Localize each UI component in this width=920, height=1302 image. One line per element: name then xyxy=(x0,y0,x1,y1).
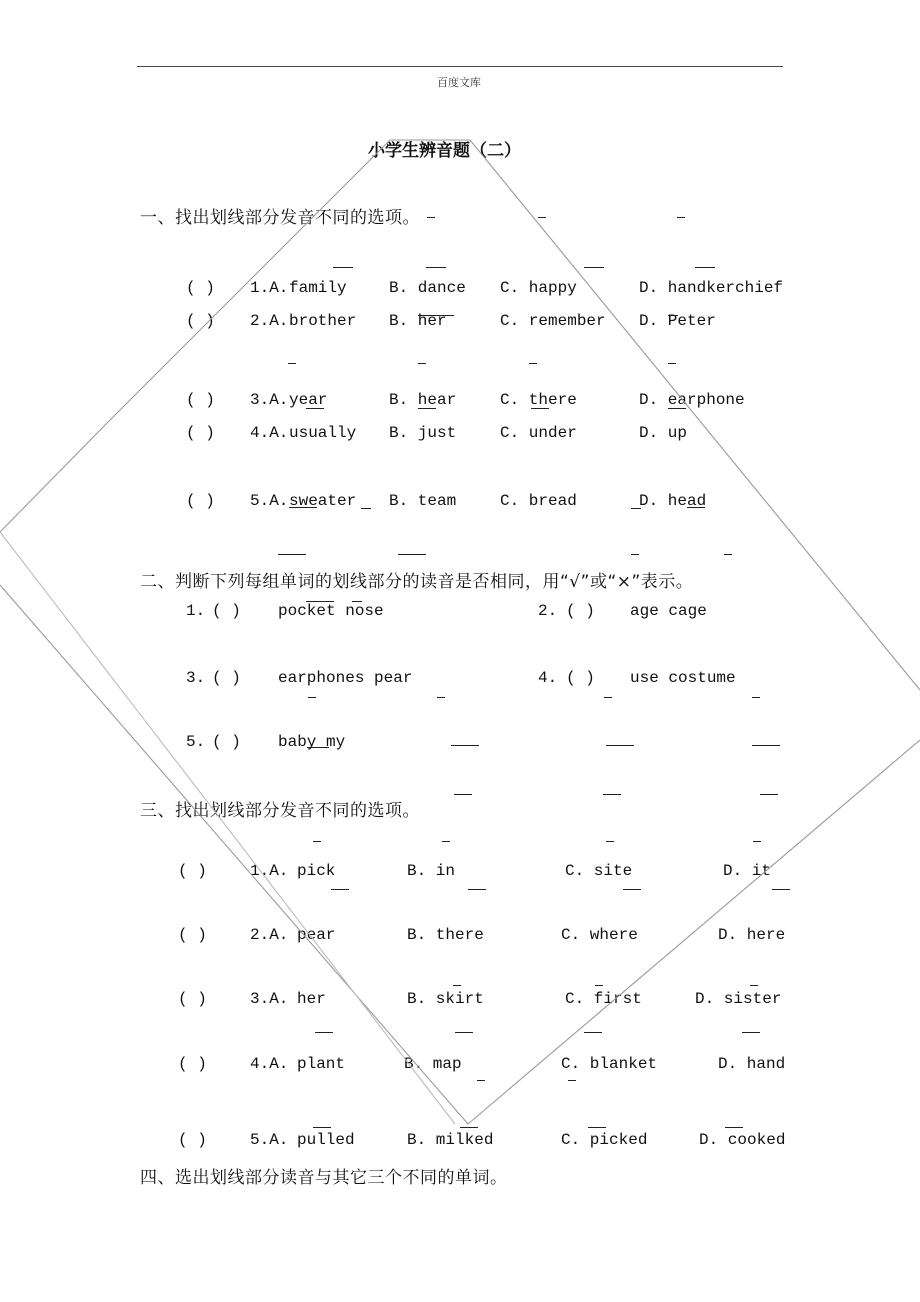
option-b: B. her xyxy=(389,312,447,330)
option-a: pulled xyxy=(297,1131,355,1149)
question-number: 2.A. xyxy=(250,312,289,330)
word-pair: pocket nose xyxy=(278,602,384,620)
underline-mark xyxy=(753,841,761,842)
underline-mark xyxy=(426,267,446,268)
option-c: C. bread xyxy=(500,492,577,510)
option-a: usually xyxy=(289,424,357,442)
option-a: year xyxy=(289,391,328,409)
option-c: C. where xyxy=(561,926,638,944)
answer-paren[interactable]: ( ) xyxy=(212,669,241,687)
underline-mark xyxy=(752,697,760,698)
option-d: D. hand xyxy=(718,1055,786,1073)
answer-paren[interactable]: ( ) xyxy=(566,602,595,620)
section1-heading: 一、找出划线部分发音不同的选项。 xyxy=(140,208,420,228)
underline-mark xyxy=(477,1080,485,1081)
header-source: 百度文库 xyxy=(437,76,481,89)
underline-mark xyxy=(442,841,450,842)
option-d: D. earphone xyxy=(639,391,745,409)
header-rule xyxy=(137,66,783,67)
answer-paren[interactable]: ( ) xyxy=(186,312,215,330)
option-c: C. there xyxy=(500,391,577,409)
underline-mark xyxy=(313,841,321,842)
option-b: B. just xyxy=(389,424,457,442)
option-c: C. under xyxy=(500,424,577,442)
option-c: C. happy xyxy=(500,279,577,297)
answer-paren[interactable]: ( ) xyxy=(212,733,241,751)
underline-mark xyxy=(454,794,472,795)
underline-mark xyxy=(288,363,296,364)
option-b: B. map xyxy=(404,1055,462,1073)
question-number: 1.A. xyxy=(250,862,289,880)
option-b: B. there xyxy=(407,926,484,944)
option-a: her xyxy=(297,990,326,1008)
item-number: 2. xyxy=(538,602,558,620)
underline-mark xyxy=(278,554,306,555)
question-number: 3.A. xyxy=(250,391,289,409)
option-c: C. site xyxy=(565,862,633,880)
underline-mark xyxy=(306,601,334,602)
underline-mark xyxy=(604,697,612,698)
option-d: D. up xyxy=(639,424,688,442)
answer-paren[interactable]: ( ) xyxy=(178,862,207,880)
option-d: D. it xyxy=(723,862,772,880)
underline-mark xyxy=(695,267,715,268)
underline-mark xyxy=(333,267,353,268)
underline-mark xyxy=(588,1127,606,1128)
underline-mark xyxy=(584,1032,602,1033)
answer-paren[interactable]: ( ) xyxy=(212,602,241,620)
underline-mark xyxy=(752,745,780,746)
answer-paren[interactable]: ( ) xyxy=(178,926,207,944)
question-number: 4.A. xyxy=(250,424,289,442)
underline-mark xyxy=(584,267,604,268)
option-c: C. first xyxy=(565,990,642,1008)
question-number: 5.A. xyxy=(250,1131,289,1149)
answer-paren[interactable]: ( ) xyxy=(178,1055,207,1073)
option-a: plant xyxy=(297,1055,346,1073)
option-a: pick xyxy=(297,862,336,880)
section3-heading: 三、找出划线部分发音不同的选项。 xyxy=(140,801,420,821)
underline-mark xyxy=(313,1127,331,1128)
answer-paren[interactable]: ( ) xyxy=(186,279,215,297)
option-b: B. in xyxy=(407,862,456,880)
answer-paren[interactable]: ( ) xyxy=(186,424,215,442)
underline-mark xyxy=(742,1032,760,1033)
item-number: 1. xyxy=(186,602,206,620)
underline-mark xyxy=(724,554,732,555)
option-b: B. milked xyxy=(407,1131,494,1149)
underline-mark xyxy=(460,1127,478,1128)
underline-mark xyxy=(606,841,614,842)
option-c: C. blanket xyxy=(561,1055,658,1073)
underline-mark xyxy=(760,794,778,795)
underline-mark xyxy=(631,508,641,509)
option-a: brother xyxy=(289,312,357,330)
option-d: D. handkerchief xyxy=(639,279,784,297)
underline-mark xyxy=(606,745,634,746)
underline-mark xyxy=(531,408,549,409)
underline-mark xyxy=(631,554,639,555)
underline-mark xyxy=(427,217,435,218)
underline-mark xyxy=(668,363,676,364)
underline-mark xyxy=(437,697,445,698)
underline-mark xyxy=(418,363,426,364)
answer-paren[interactable]: ( ) xyxy=(186,391,215,409)
option-b: B. team xyxy=(389,492,457,510)
underline-mark xyxy=(468,889,486,890)
underline-mark xyxy=(623,889,641,890)
option-d: D. Peter xyxy=(639,312,716,330)
underline-mark xyxy=(352,601,362,602)
option-a: sweater xyxy=(289,492,357,510)
underline-mark xyxy=(331,889,349,890)
answer-paren[interactable]: ( ) xyxy=(186,492,215,510)
underline-mark xyxy=(418,408,436,409)
option-b: B. dance xyxy=(389,279,466,297)
watermark-line-lower xyxy=(0,585,920,1124)
word-pair: age cage xyxy=(630,602,707,620)
question-number: 4.A. xyxy=(250,1055,289,1073)
underline-mark xyxy=(772,889,790,890)
option-a: pear xyxy=(297,926,336,944)
underline-mark xyxy=(453,985,461,986)
underline-mark xyxy=(538,217,546,218)
underline-mark xyxy=(398,554,426,555)
watermark-line-upper xyxy=(0,140,920,690)
option-c: C. remember xyxy=(500,312,606,330)
option-a: family xyxy=(289,279,347,297)
underline-mark xyxy=(315,1032,333,1033)
answer-paren[interactable]: ( ) xyxy=(178,990,207,1008)
underline-mark xyxy=(677,217,685,218)
question-number: 2.A. xyxy=(250,926,289,944)
question-number: 1.A. xyxy=(250,279,289,297)
underline-mark xyxy=(307,747,329,748)
underline-mark xyxy=(595,985,603,986)
word-pair: earphones pear xyxy=(278,669,413,687)
item-number: 3. xyxy=(186,669,206,687)
underline-mark xyxy=(308,697,316,698)
word-pair: baby my xyxy=(278,733,346,751)
underline-mark xyxy=(418,315,454,316)
page-title: 小学生辨音题（二） xyxy=(368,141,521,161)
option-d: D. head xyxy=(639,492,707,510)
option-d: D. sister xyxy=(695,990,782,1008)
underline-mark xyxy=(687,507,705,508)
underline-mark xyxy=(289,507,317,508)
underline-mark xyxy=(668,315,678,316)
section2-heading: 二、判断下列每组单词的划线部分的读音是否相同，用“√”或“×”表示。 xyxy=(140,572,694,592)
option-b: B. hear xyxy=(389,391,457,409)
underline-mark xyxy=(451,745,479,746)
underline-mark xyxy=(603,794,621,795)
option-d: D. here xyxy=(718,926,786,944)
underline-mark xyxy=(529,363,537,364)
underline-mark xyxy=(455,1032,473,1033)
option-d: D. cooked xyxy=(699,1131,786,1149)
question-number: 5.A. xyxy=(250,492,289,510)
underline-mark xyxy=(725,1127,743,1128)
section4-heading: 四、选出划线部分读音与其它三个不同的单词。 xyxy=(140,1168,508,1188)
item-number: 5. xyxy=(186,733,206,751)
option-b: B. skirt xyxy=(407,990,484,1008)
word-pair: use costume xyxy=(630,669,736,687)
option-c: C. picked xyxy=(561,1131,648,1149)
answer-paren[interactable]: ( ) xyxy=(566,669,595,687)
underline-mark xyxy=(568,1080,576,1081)
watermark-line-inner xyxy=(0,532,455,1124)
underline-mark xyxy=(361,508,371,509)
question-number: 3.A. xyxy=(250,990,289,1008)
item-number: 4. xyxy=(538,669,558,687)
underline-mark xyxy=(306,408,324,409)
underline-mark xyxy=(668,408,686,409)
answer-paren[interactable]: ( ) xyxy=(178,1131,207,1149)
underline-mark xyxy=(750,985,758,986)
